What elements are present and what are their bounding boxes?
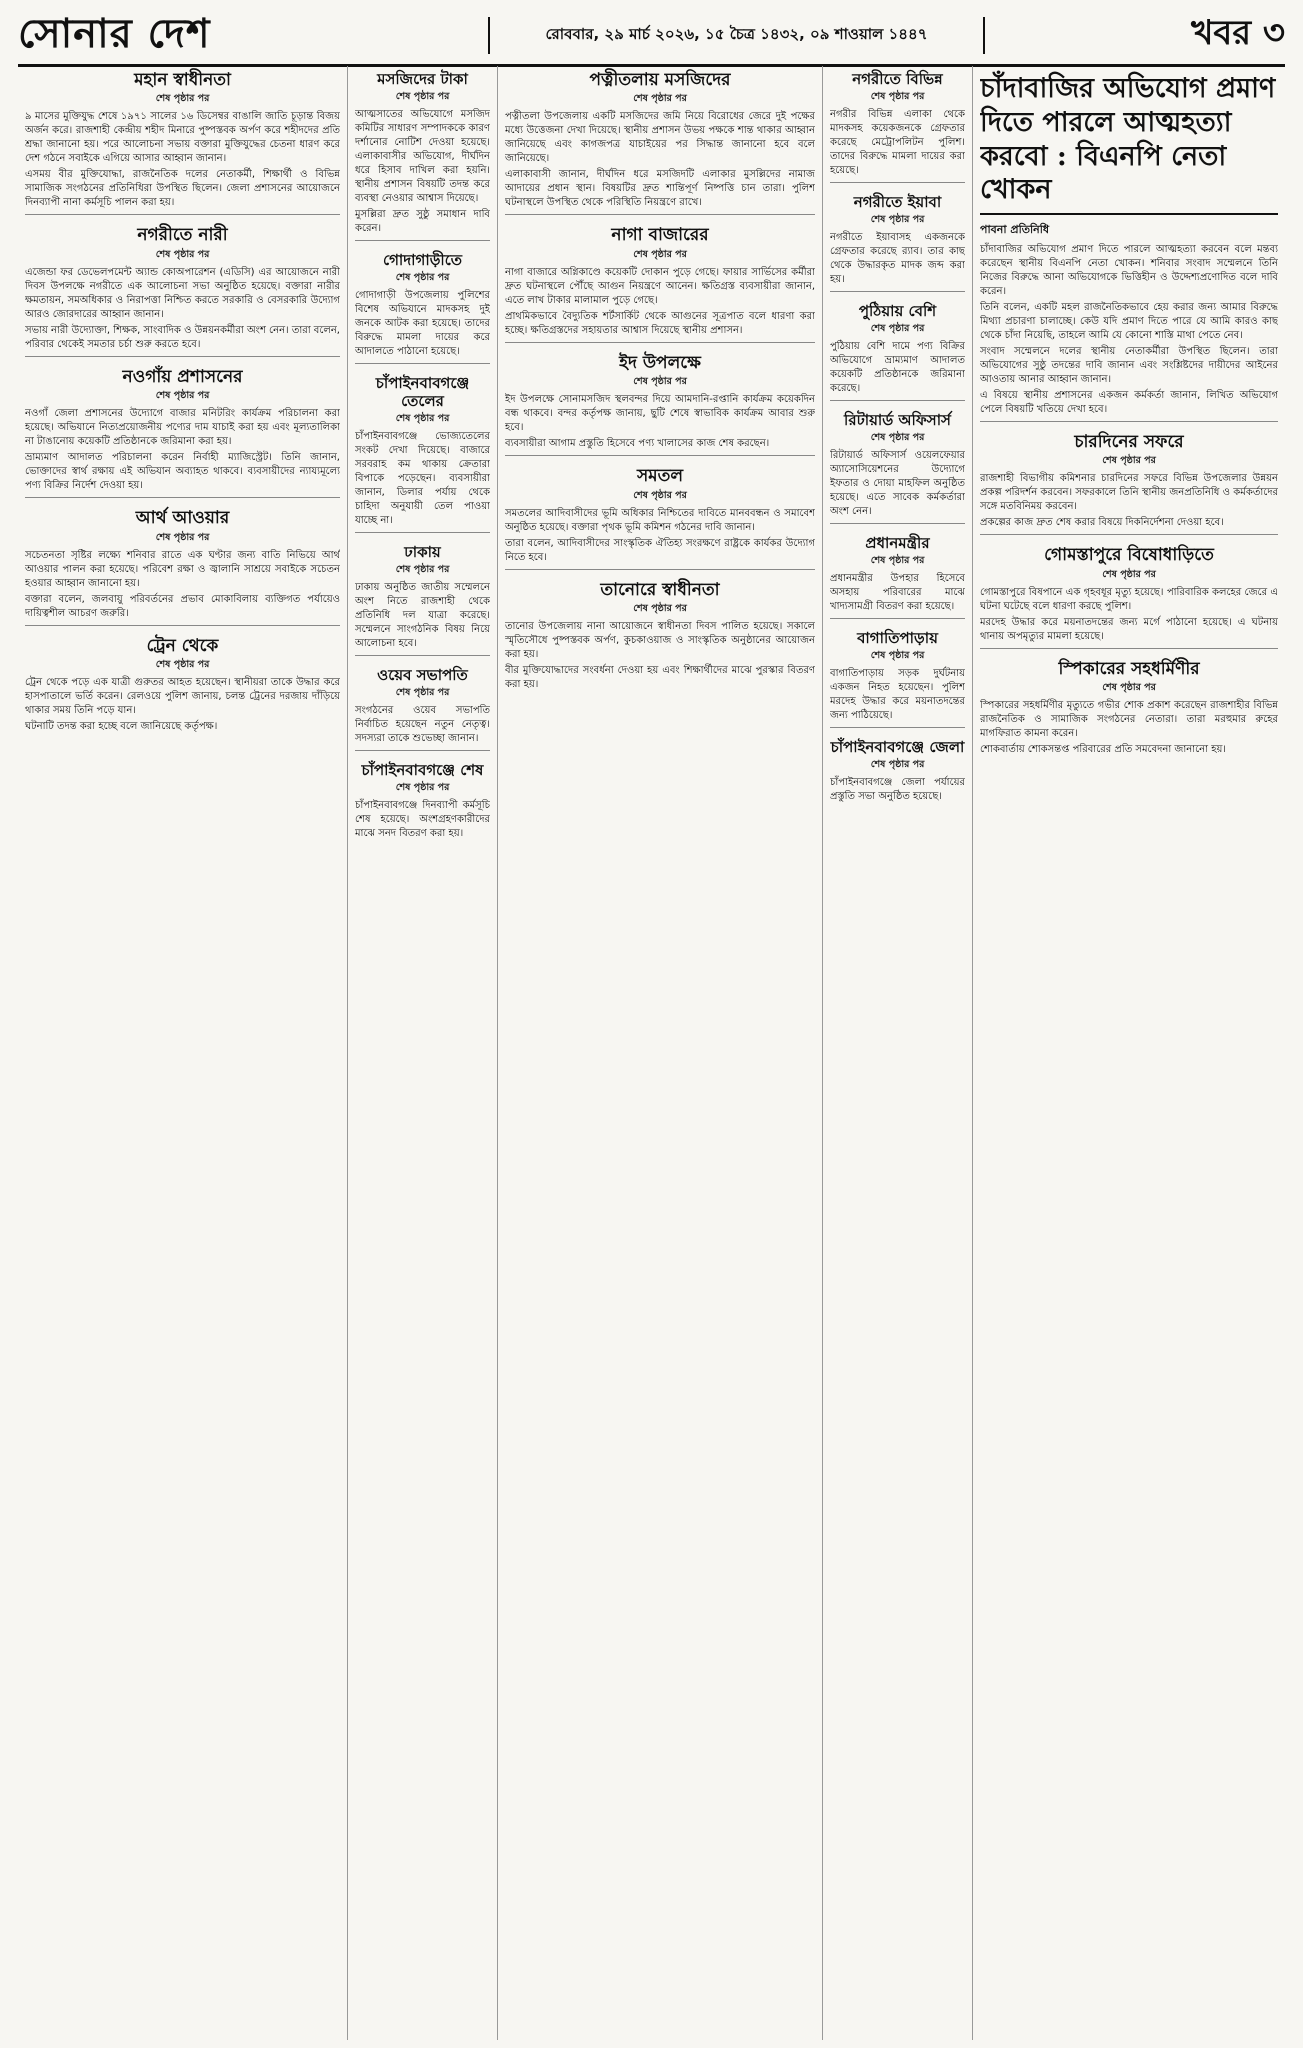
article bbox=[830, 407, 965, 524]
continued-label: শেষ পৃষ্ঠার পর bbox=[1102, 568, 1156, 580]
article bbox=[25, 363, 340, 498]
dateline: রোববার, ২৯ মার্চ ২০২৬, ১৫ চৈত্র ১৪৩২, ০৯ শাওয়াল ১৪৪৭ bbox=[488, 17, 985, 54]
continued-label: শেষ পৃষ্ঠার পর bbox=[870, 432, 925, 443]
article bbox=[505, 576, 815, 696]
article-paragraph: আত্মসাতের অভিযোগে মসজিদ কমিটির সাধারণ সম্পাদককে কারণ দর্শানোর নোটিশ দেওয়া হয়েছে। এলাকাবাসীর অভিযোগ, দীর্ঘদিন ধরে হিসাব দাখিল করা হয়নি। স্থানীয় প্রশাসন বিষয়টি তদন্ত করে ব্যবস্থা নেওয়ার আশ্বাস দিয়েছে। bbox=[355, 109, 490, 204]
article bbox=[505, 349, 815, 456]
article-paragraph: চাঁপাইনবাবগঞ্জে দিনব্যাপী কর্মসূচি শেষ হয়েছে। অংশগ্রহণকারীদের মাঝে সনদ বিতরণ করা হয়। bbox=[355, 800, 490, 839]
article-paragraph: এজেন্ডা ফর ডেভেলপমেন্ট অ্যান্ড কোঅপারেশন (এডিসি) এর আয়োজনে নারী দিবস উপলক্ষে নগরীতে এক আলোচনা সভা অনুষ্ঠিত হয়েছে। বক্তারা নারীর ক্ষমতায়ন, সমঅধিকার ও নিরাপত্তা নিশ্চিত করতে সরকারি ও বেসরকারি উদ্যোগ আরও জোরদারের আহ্বান জানান। bbox=[25, 266, 340, 320]
article-headline[interactable]: গোদাগাড়ীতে bbox=[383, 251, 462, 269]
article-paragraph: স্পিকারের সহধর্মিণীর মৃত্যুতে গভীর শোক প্রকাশ করেছেন রাজশাহীর বিভিন্ন রাজনৈতিক ও সামাজিক সংগঠনের নেতারা। তারা মরহুমার রুহের মাগফিরাত কামনা করেন। bbox=[980, 700, 1278, 740]
article-headline[interactable]: রিটায়ার্ড অফিসার্স bbox=[844, 411, 951, 429]
article-paragraph: সভায় নারী উদ্যোক্তা, শিক্ষক, সাংবাদিক ও উন্নয়নকর্মীরা অংশ নেন। তারা বলেন, পরিবার থেকেই সমতার চর্চা শুরু করতে হবে। bbox=[25, 324, 340, 350]
article-headline[interactable]: চাঁপাইনবাবগঞ্জে জেলা bbox=[830, 738, 965, 756]
article bbox=[25, 66, 340, 215]
continued-label: শেষ পৃষ্ঠার পর bbox=[633, 489, 687, 501]
article-headline[interactable]: স্পিকারের সহধর্মিণীর bbox=[1058, 658, 1200, 679]
article-paragraph: রিটায়ার্ড অফিসার্স ওয়েলফেয়ার অ্যাসোসিয়েশনের উদ্যোগে ইফতার ও দোয়া মাহফিল অনুষ্ঠিত হয়েছে। এতে সাবেক কর্মকর্তারা অংশ নেন। bbox=[830, 450, 965, 517]
article-headline[interactable]: নওগাঁয় প্রশাসনের bbox=[122, 366, 243, 387]
column-2 bbox=[348, 66, 498, 2040]
continued-label: শেষ পৃষ্ঠার পর bbox=[870, 759, 925, 770]
article-paragraph: বাগাতিপাড়ায় সড়ক দুর্ঘটনায় একজন নিহত হয়েছেন। পুলিশ মরদেহ উদ্ধার করে ময়নাতদন্তের জন্য পাঠিয়েছে। bbox=[830, 668, 965, 721]
article-paragraph: গোদাগাড়ী উপজেলায় পুলিশের বিশেষ অভিযানে মাদকসহ দুই জনকে আটক করা হয়েছে। তাদের বিরুদ্ধে মামলা দায়ের করে আদালতে পাঠানো হয়েছে। bbox=[355, 290, 490, 357]
article-paragraph: এ বিষয়ে স্থানীয় প্রশাসনের একজন কর্মকর্তা জানান, লিখিত অভিযোগ পেলে বিষয়টি খতিয়ে দেখা হবে। bbox=[980, 390, 1278, 415]
article bbox=[830, 625, 965, 728]
article-headline[interactable]: গোমস্তাপুরে বিষোধাড়িতে bbox=[1044, 545, 1214, 566]
continued-label: শেষ পৃষ্ঠার পর bbox=[870, 91, 925, 102]
continued-label: শেষ পৃষ্ঠার পর bbox=[395, 564, 450, 575]
article-paragraph: নগরীর বিভিন্ন এলাকা থেকে মাদকসহ কয়েকজনকে গ্রেফতার করেছে মেট্রোপলিটন পুলিশ। তাদের বিরুদ্ধে মামলা দায়ের করা হয়েছে। bbox=[830, 109, 965, 176]
article-paragraph: চাঁপাইনবাবগঞ্জে ভোজ্যতেলের সংকট দেখা দিয়েছে। বাজারে সরবরাহ কম থাকায় ক্রেতারা বিপাকে পড়েছেন। ব্যবসায়ীরা জানান, ডিলার পর্যায় থেকে চাহিদা অনুযায়ী তেল পাওয়া যাচ্ছে না। bbox=[355, 431, 490, 526]
article-headline[interactable]: চারদিনের সফরে bbox=[1074, 432, 1184, 452]
lead-story bbox=[980, 66, 1278, 422]
column-4 bbox=[823, 66, 973, 2040]
article-paragraph: মুসল্লিরা দ্রুত সুষ্ঠু সমাধান দাবি করেন। bbox=[355, 209, 490, 234]
article-paragraph: বক্তারা বলেন, জলবায়ু পরিবর্তনের প্রভাব মোকাবিলায় ব্যক্তিগত পর্যায়েও দায়িত্বশীল আচরণ জরুরি। bbox=[25, 593, 340, 619]
article bbox=[980, 428, 1278, 535]
article-paragraph: তারা বলেন, আদিবাসীদের সাংস্কৃতিক ঐতিহ্য সংরক্ষণে রাষ্ট্রকে কার্যকর উদ্যোগ নিতে হবে। bbox=[505, 537, 815, 563]
article bbox=[980, 655, 1278, 761]
article bbox=[355, 539, 490, 656]
article-paragraph: প্রধানমন্ত্রীর উপহার হিসেবে অসহায় পরিবারের মাঝে খাদ্যসামগ্রী বিতরণ করা হয়েছে। bbox=[830, 573, 965, 612]
article-paragraph: ব্যবসায়ীরা আগাম প্রস্তুতি হিসেবে পণ্য খালাসের কাজ শেষ করছেন। bbox=[505, 438, 770, 450]
continued-label: শেষ পৃষ্ঠার পর bbox=[155, 248, 210, 260]
article-headline[interactable]: নাগা বাজারের bbox=[611, 225, 709, 246]
masthead bbox=[18, 6, 1285, 67]
article bbox=[505, 66, 815, 215]
article-paragraph: নাগা বাজারে অগ্নিকাণ্ডে কয়েকটি দোকান পুড়ে গেছে। ফায়ার সার্ভিসের কর্মীরা দ্রুত ঘটনাস্থলে পৌঁছে আগুন নিয়ন্ত্রণে আনেন। ক্ষতিগ্রস্ত ব্যবসায়ীরা জানান, এতে লাখ টাকার মালামাল পুড়ে গেছে। bbox=[505, 266, 815, 306]
article-headline[interactable]: মহান স্বাধীনতা bbox=[134, 70, 231, 90]
article bbox=[25, 221, 340, 356]
continued-label: শেষ পৃষ্ঠার পর bbox=[870, 650, 925, 661]
continued-label: শেষ পৃষ্ঠার পর bbox=[395, 782, 450, 793]
article-headline[interactable]: প্রধানমন্ত্রীর bbox=[865, 534, 930, 552]
article-paragraph: ঢাকায় অনুষ্ঠিত জাতীয় সম্মেলনে অংশ নিতে রাজশাহী থেকে প্রতিনিধি দল যাত্রা করেছে। সম্মেলনে সাংগঠনিক বিষয় নিয়ে আলোচনা হবে। bbox=[355, 582, 490, 649]
continued-label: শেষ পৃষ্ঠার পর bbox=[633, 376, 687, 388]
article-paragraph: সংগঠনের ওয়েব সভাপতি নির্বাচিত হয়েছেন নতুন নেতৃত্ব। সদস্যরা তাকে শুভেচ্ছা জানান। bbox=[355, 705, 490, 744]
article-headline[interactable]: পত্নীতলায় মসজিদের bbox=[589, 70, 731, 90]
lead-byline: পাবনা প্রতিনিধি bbox=[980, 223, 1050, 236]
continued-label: শেষ পৃষ্ঠার পর bbox=[155, 531, 210, 543]
article-headline[interactable]: নগরীতে ইয়াবা bbox=[853, 193, 942, 211]
article bbox=[830, 66, 965, 183]
article-headline[interactable]: পুঠিয়ায় বেশি bbox=[858, 302, 937, 320]
article-headline[interactable]: নগরীতে নারী bbox=[137, 225, 228, 246]
article-paragraph: শোকবার্তায় শোকসন্তপ্ত পরিবারের প্রতি সমবেদনা জানানো হয়। bbox=[980, 744, 1226, 756]
article-paragraph: নওগাঁ জেলা প্রশাসনের উদ্যোগে বাজার মনিটরিং কার্যক্রম পরিচালনা করা হয়েছে। অভিযানে নিত্যপ্রয়োজনীয় পণ্যের দাম যাচাই করা হয় এবং মূল্যতালিকা না টাঙানোয় কয়েকটি প্রতিষ্ঠানকে জরিমানা করা হয়। bbox=[25, 408, 340, 448]
continued-label: শেষ পৃষ্ঠার পর bbox=[1102, 682, 1156, 694]
article bbox=[830, 734, 965, 808]
article-paragraph: সংবাদ সম্মেলনে দলের স্থানীয় নেতাকর্মীরা উপস্থিত ছিলেন। তারা অভিযোগের সুষ্ঠু তদন্তের দাবি জানান এবং সংশ্লিষ্টদের দায়ীদের আইনের আওতায় আনার আহ্বান জানান। bbox=[980, 346, 1278, 385]
continued-label: শেষ পৃষ্ঠার পর bbox=[395, 413, 450, 424]
article bbox=[830, 298, 965, 401]
column-1 bbox=[18, 66, 348, 2040]
article-headline[interactable]: ঢাকায় bbox=[404, 543, 441, 561]
continued-label: শেষ পৃষ্ঠার পর bbox=[633, 602, 687, 614]
article bbox=[355, 247, 490, 364]
continued-label: শেষ পৃষ্ঠার পর bbox=[870, 323, 925, 334]
article-headline[interactable]: ইদ উপলক্ষে bbox=[619, 352, 701, 373]
article-headline[interactable]: বাগাতিপাড়ায় bbox=[857, 629, 938, 647]
article-headline[interactable]: ওয়েব সভাপতি bbox=[377, 666, 468, 684]
article-columns bbox=[18, 66, 1285, 2040]
article-paragraph: ট্রেন থেকে পড়ে এক যাত্রী গুরুতর আহত হয়েছেন। স্থানীয়রা তাকে উদ্ধার করে হাসপাতালে ভর্তি করেন। রেলওয়ে পুলিশ জানায়, চলন্ত ট্রেনের দরজায় দাঁড়িয়ে থাকার সময় তিনি পড়ে যান। bbox=[25, 676, 340, 716]
article-paragraph: গোমস্তাপুরে বিষপানে এক গৃহবধূর মৃত্যু হয়েছে। পারিবারিক কলহের জেরে এ ঘটনা ঘটেছে বলে ধারণা করছে পুলিশ। bbox=[980, 586, 1278, 612]
article-paragraph: সমতলের আদিবাসীদের ভূমি অধিকার নিশ্চিতের দাবিতে মানববন্ধন ও সমাবেশ অনুষ্ঠিত হয়েছে। বক্তারা পৃথক ভূমি কমিশন গঠনের দাবি জানান। bbox=[505, 507, 815, 533]
article-paragraph: প্রকল্পের কাজ দ্রুত শেষ করার বিষয়ে দিকনির্দেশনা দেওয়া হবে। bbox=[980, 517, 1224, 529]
article-paragraph: চাঁপাইনবাবগঞ্জে জেলা পর্যায়ের প্রস্তুতি সভা অনুষ্ঠিত হয়েছে। bbox=[830, 777, 965, 802]
article bbox=[25, 504, 340, 625]
article-paragraph: রাজশাহী বিভাগীয় কমিশনার চারদিনের সফরে বিভিন্ন উপজেলার উন্নয়ন প্রকল্প পরিদর্শন করবেন। সফরকালে তিনি স্থানীয় জনপ্রতিনিধি ও কর্মকর্তাদের সঙ্গে মতবিনিময় করবেন। bbox=[980, 473, 1278, 513]
article bbox=[25, 632, 340, 738]
continued-label: শেষ পৃষ্ঠার পর bbox=[633, 248, 687, 260]
article bbox=[355, 66, 490, 241]
article-headline[interactable]: চাঁপাইনবাবগঞ্জে তেলের bbox=[375, 374, 470, 410]
article bbox=[505, 462, 815, 569]
lead-body bbox=[980, 243, 1278, 417]
article bbox=[355, 370, 490, 533]
article-headline[interactable]: চাঁপাইনবাবগঞ্জে শেষ bbox=[361, 761, 484, 779]
continued-label: শেষ পৃষ্ঠার পর bbox=[870, 214, 925, 225]
article-paragraph: তিনি বলেন, একটি মহল রাজনৈতিকভাবে হেয় করার জন্য আমার বিরুদ্ধে মিথ্যা প্রচারণা চালাচ্ছে। কেউ যদি প্রমাণ দিতে পারে যে আমি কারও কাছ থেকে চাঁদা নিয়েছি, তাহলে আমি যে কোনো শাস্তি মাথা পেতে নেব। bbox=[980, 302, 1278, 341]
page-label: খবর ৩ bbox=[1191, 12, 1285, 53]
lead-headline[interactable]: চাঁদাবাজির অভিযোগ প্রমাণ দিতে পারলে আত্মহত্যা করবো : বিএনপি নেতা খোকন bbox=[980, 72, 1278, 215]
continued-label: শেষ পৃষ্ঠার পর bbox=[395, 687, 450, 698]
article-headline[interactable]: তানোরে স্বাধীনতা bbox=[600, 579, 720, 600]
article-paragraph: তানোর উপজেলায় নানা আয়োজনে স্বাধীনতা দিবস পালিত হয়েছে। সকালে স্মৃতিসৌধে পুষ্পস্তবক অর্পণ, কুচকাওয়াজ ও সাংস্কৃতিক অনুষ্ঠানের আয়োজন করা হয়। bbox=[505, 620, 815, 660]
article bbox=[980, 541, 1278, 648]
article bbox=[355, 757, 490, 845]
article-headline[interactable]: আর্থ আওয়ার bbox=[135, 508, 230, 529]
article-paragraph: ৯ মাসের মুক্তিযুদ্ধ শেষে ১৯৭১ সালের ১৬ ডিসেম্বর বাঙালি জাতি চূড়ান্ত বিজয় অর্জন করে। রাজশাহী কেন্দ্রীয় শহীদ মিনারে পুষ্পস্তবক অর্পণ করে শহীদদের প্রতি শ্রদ্ধা জানানো হয়। পরে আলোচনা সভায় বক্তারা মুক্তিযুদ্ধের চেতনা ধারণ করে দেশ গঠনে সবাইকে এগিয়ে আসার আহ্বান জানান। bbox=[25, 111, 340, 165]
article-headline[interactable]: নগরীতে বিভিন্ন bbox=[852, 70, 943, 88]
article bbox=[505, 221, 815, 342]
continued-label: শেষ পৃষ্ঠার পর bbox=[633, 93, 687, 105]
column-5-stories bbox=[980, 428, 1278, 761]
article-paragraph: পুঠিয়ায় বেশি দামে পণ্য বিক্রির অভিযোগে ভ্রাম্যমাণ আদালত কয়েকটি প্রতিষ্ঠানকে জরিমানা করেছে। bbox=[830, 341, 965, 394]
article bbox=[355, 662, 490, 751]
article-paragraph: এলাকাবাসী জানান, দীর্ঘদিন ধরে মসজিদটি এলাকার মুসল্লিদের নামাজ আদায়ের প্রধান স্থান। বিষয়টির দ্রুত শান্তিপূর্ণ নিষ্পত্তি চান তারা। পুলিশ ঘটনাস্থলে উপস্থিত থেকে পরিস্থিতি নিয়ন্ত্রণে রাখে। bbox=[505, 169, 815, 209]
newspaper-logo: সোনার দেশ bbox=[18, 9, 211, 57]
article-headline[interactable]: মসজিদের টাকা bbox=[377, 70, 468, 88]
continued-label: শেষ পৃষ্ঠার পর bbox=[155, 658, 210, 670]
article bbox=[830, 189, 965, 292]
article bbox=[830, 530, 965, 619]
article-paragraph: এসময় বীর মুক্তিযোদ্ধা, রাজনৈতিক দলের নেতাকর্মী, শিক্ষার্থী ও বিভিন্ন সামাজিক সংগঠনের প্রতিনিধিরা উপস্থিত ছিলেন। জেলা প্রশাসনের আয়োজনে দিনব্যাপী নানা কর্মসূচি পালন করা হয়। bbox=[25, 169, 340, 209]
continued-label: শেষ পৃষ্ঠার পর bbox=[155, 390, 210, 402]
article-headline[interactable]: সমতল bbox=[636, 466, 684, 487]
continued-label: শেষ পৃষ্ঠার পর bbox=[870, 555, 925, 566]
article-paragraph: নগরীতে ইয়াবাসহ একজনকে গ্রেফতার করেছে র‌্যাব। তার কাছ থেকে উদ্ধারকৃত মাদক জব্দ করা হয়। bbox=[830, 232, 965, 285]
article-paragraph: ইদ উপলক্ষে সোনামসজিদ স্থলবন্দর দিয়ে আমদানি-রপ্তানি কার্যক্রম কয়েকদিন বন্ধ থাকবে। বন্দর কর্তৃপক্ষ জানায়, ছুটি শেষে স্বাভাবিক কার্যক্রম আবার শুরু হবে। bbox=[505, 394, 815, 434]
article-paragraph: ঘটনাটি তদন্ত করা হচ্ছে বলে জানিয়েছে কর্তৃপক্ষ। bbox=[25, 720, 218, 732]
article-paragraph: প্রাথমিকভাবে বৈদ্যুতিক শর্টসার্কিট থেকে আগুনের সূত্রপাত বলে ধারণা করা হচ্ছে। ক্ষতিগ্রস্তদের সহায়তার আশ্বাস দিয়েছে স্থানীয় প্রশাসন। bbox=[505, 310, 815, 336]
continued-label: শেষ পৃষ্ঠার পর bbox=[155, 93, 210, 105]
column-5 bbox=[973, 66, 1285, 2040]
article-paragraph: সচেতনতা সৃষ্টির লক্ষ্যে শনিবার রাতে এক ঘণ্টার জন্য বাতি নিভিয়ে আর্থ আওয়ার পালন করা হয়েছে। পরিবেশ রক্ষা ও জ্বালানি সাশ্রয়ে সবাইকে সচেতন হওয়ার আহ্বান জানানো হয়। bbox=[25, 549, 340, 589]
article-paragraph: চাঁদাবাজির অভিযোগ প্রমাণ দিতে পারলে আত্মহত্যা করবেন বলে মন্তব্য করেছেন স্থানীয় বিএনপি নেতা খোকন। শনিবার সংবাদ সম্মেলনে তিনি নিজের বিরুদ্ধে আনা অভিযোগকে ভিত্তিহীন ও উদ্দেশ্যপ্রণোদিত বলে দাবি করেন। bbox=[980, 244, 1278, 297]
article-paragraph: ভ্রাম্যমাণ আদালত পরিচালনা করেন নির্বাহী ম্যাজিস্ট্রেট। তিনি জানান, ভোক্তাদের স্বার্থ রক্ষায় এই অভিযান অব্যাহত থাকবে। ব্যবসায়ীদের ন্যায্যমূল্যে পণ্য বিক্রির নির্দেশ দেওয়া হয়। bbox=[25, 452, 340, 492]
article-headline[interactable]: ট্রেন থেকে bbox=[146, 635, 219, 656]
article-paragraph: বীর মুক্তিযোদ্ধাদের সংবর্ধনা দেওয়া হয় এবং শিক্ষার্থীদের মাঝে পুরস্কার বিতরণ করা হয়। bbox=[505, 664, 815, 690]
continued-label: শেষ পৃষ্ঠার পর bbox=[395, 272, 450, 283]
continued-label: শেষ পৃষ্ঠার পর bbox=[1102, 455, 1156, 467]
article-paragraph: পত্নীতলা উপজেলায় একটি মসজিদের জমি নিয়ে বিরোধের জেরে দুই পক্ষের মধ্যে উত্তেজনা দেখা দিয়েছে। স্থানীয় প্রশাসন উভয় পক্ষকে শান্ত থাকার আহ্বান জানিয়েছে এবং কাগজপত্র যাচাইয়ের পর সিদ্ধান্ত জানানো হবে বলে জানিয়েছে। bbox=[505, 111, 815, 165]
article-paragraph: মরদেহ উদ্ধার করে ময়নাতদন্তের জন্য মর্গে পাঠানো হয়েছে। এ ঘটনায় থানায় অপমৃত্যুর মামলা হয়েছে। bbox=[980, 616, 1278, 642]
column-3 bbox=[498, 66, 823, 2040]
continued-label: শেষ পৃষ্ঠার পর bbox=[395, 91, 450, 102]
